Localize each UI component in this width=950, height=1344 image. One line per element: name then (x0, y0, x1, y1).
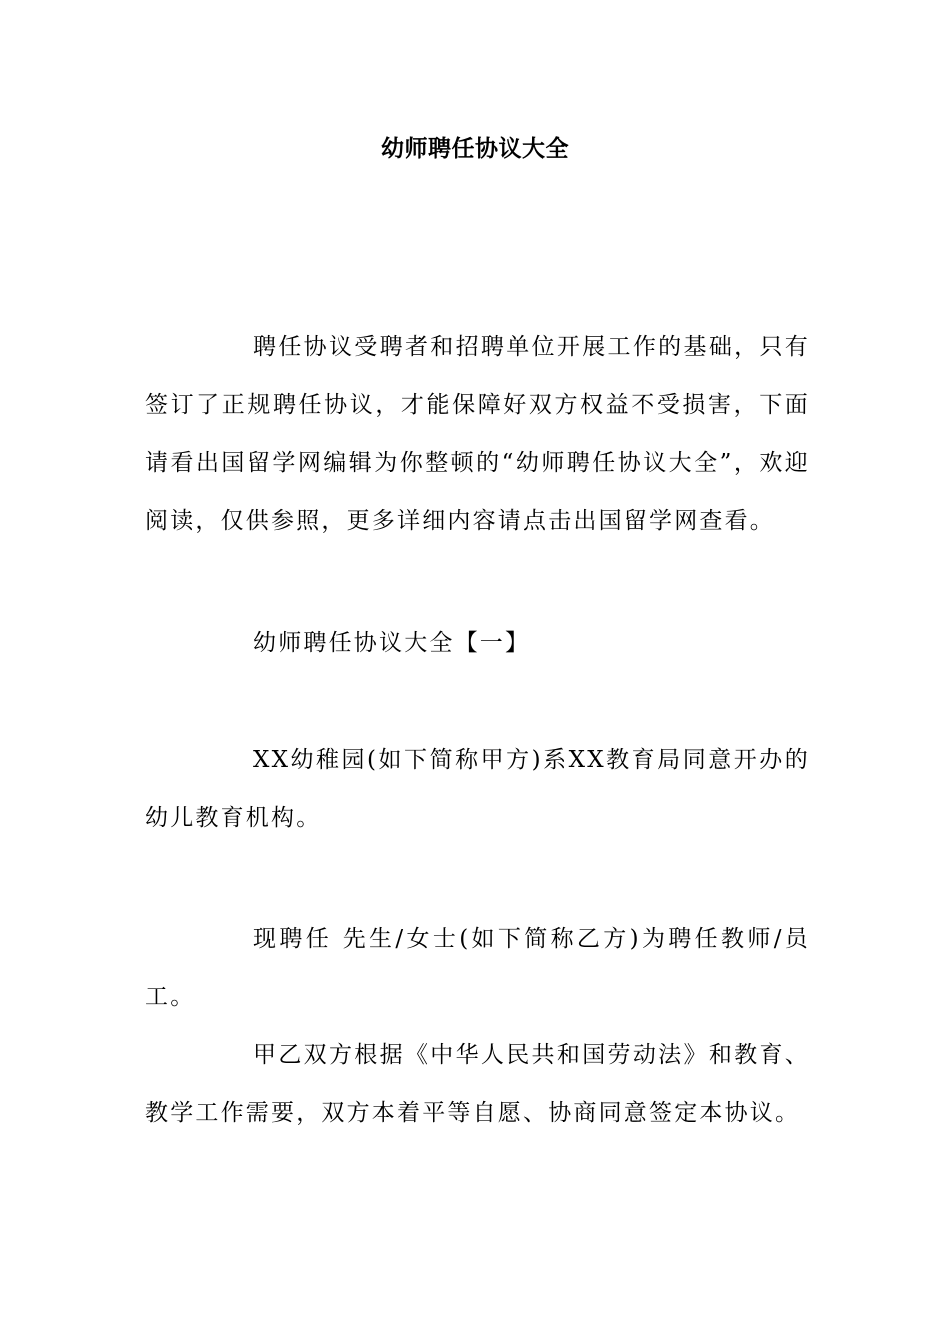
intro-paragraph: 聘任协议受聘者和招聘单位开展工作的基础，只有签订了正规聘任协议，才能保障好双方权益不受损害，下面请看出国留学网编辑为你整顿的“幼师聘任协议大全”，欢迎阅读，仅供参照，更多详细内容请点击出国留学网查看。 (145, 334, 810, 534)
document-title: 幼师聘任协议大全 (381, 136, 569, 162)
paragraph-agreement-basis: 甲乙双方根据《中华人民共和国劳动法》和教育、教学工作需要，双方本着平等自愿、协商同意签定本协议。 (145, 1042, 810, 1126)
paragraph-appointment: 现聘任 先生/女士(如下简称乙方)为聘任教师/员工。 (145, 926, 810, 1010)
paragraph-kindergarten: XX幼稚园(如下简称甲方)系XX教育局同意开办的幼儿教育机构。 (145, 747, 810, 831)
section-heading: 幼师聘任协议大全【一】 (253, 630, 531, 656)
